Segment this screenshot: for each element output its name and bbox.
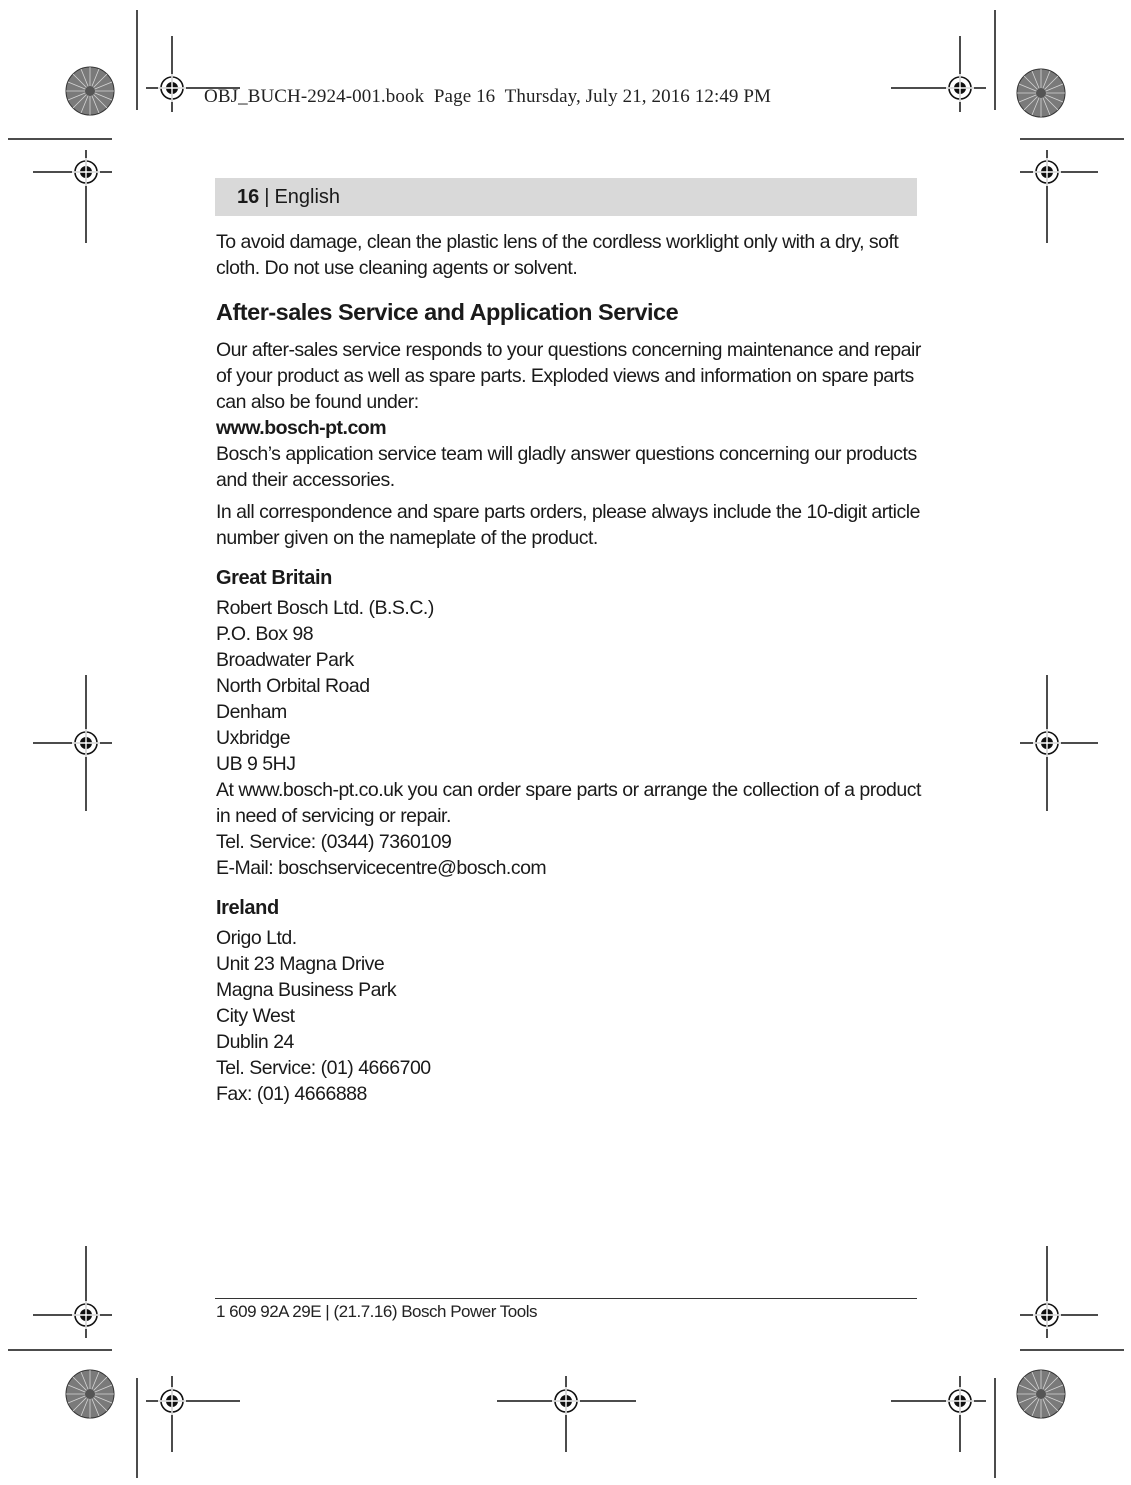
ie-fax: Fax: (01) 4666888 xyxy=(216,1083,367,1105)
gb-telephone: Tel. Service: (0344) 7360109 xyxy=(216,831,452,853)
header-separator: | xyxy=(264,185,270,208)
registration-mark-bottom-right-1 xyxy=(1020,1246,1098,1338)
print-slug xyxy=(204,86,771,108)
gb-note: At www.bosch-pt.co.uk you can order spare parts or arrange the collection of a product in need of servicing or repair. xyxy=(216,779,921,827)
ie-address-line: Unit 23 Magna Drive xyxy=(216,953,385,975)
heading-great-britain: Great Britain xyxy=(216,567,332,589)
gb-address-line: Robert Bosch Ltd. (B.S.C.) xyxy=(216,597,434,619)
service-paragraph-2: Bosch’s application service team will gladly answer questions concerning our products and their accessories. xyxy=(216,443,917,491)
gb-address-line: Broadwater Park xyxy=(216,649,354,671)
color-wheel-bottom-left xyxy=(66,1370,114,1418)
ie-address-line: Magna Business Park xyxy=(216,979,397,1001)
registration-mark-bottom-left-2 xyxy=(146,1376,240,1452)
gb-address-line: UB 9 5HJ xyxy=(216,753,296,775)
gb-address-line: Denham xyxy=(216,701,287,723)
gb-address-line: Uxbridge xyxy=(216,727,291,749)
intro-paragraph: To avoid damage, clean the plastic lens of the cordless worklight only with a dry, soft cloth. Do not use cleaning agents or solvent. xyxy=(216,231,899,279)
service-url: www.bosch-pt.com xyxy=(216,417,387,439)
ie-address-line: Dublin 24 xyxy=(216,1031,294,1053)
registration-mark-bottom-left-1 xyxy=(33,1246,112,1338)
ie-address-line: City West xyxy=(216,1005,295,1027)
page-content xyxy=(216,229,921,1107)
footer xyxy=(216,1302,537,1322)
service-paragraph-1: Our after-sales service responds to your questions concerning maintenance and repair of your product as well as spare parts. Exploded views and information on spare parts can also be found under: xyxy=(216,339,921,413)
footer-rule xyxy=(215,1298,917,1299)
heading-ireland: Ireland xyxy=(216,897,279,919)
registration-mark-top-right-1 xyxy=(891,36,986,112)
slug-file: OBJ_BUCH-2924-001.book xyxy=(204,86,425,107)
page-number: 16 xyxy=(237,185,260,208)
ie-address-line: Origo Ltd. xyxy=(216,927,297,949)
gb-email: E-Mail: boschservicecentre@bosch.com xyxy=(216,857,547,879)
footer-date: (21.7.16) xyxy=(333,1302,397,1321)
footer-doc-number: 1 609 92A 29E xyxy=(216,1302,322,1321)
registration-mark-top-right-2 xyxy=(1020,150,1098,243)
color-wheel-bottom-right xyxy=(1017,1370,1065,1418)
registration-mark-bottom-right-2 xyxy=(891,1376,986,1452)
color-wheel-top-left xyxy=(66,67,114,115)
footer-separator: | xyxy=(325,1302,330,1321)
slug-datetime: Thursday, July 21, 2016 12:49 PM xyxy=(504,86,772,107)
gb-address-line: North Orbital Road xyxy=(216,675,370,697)
great-britain-address xyxy=(216,595,921,777)
section-heading-service: After-sales Service and Application Service xyxy=(216,299,679,325)
page-header-bar xyxy=(215,178,917,216)
ireland-address xyxy=(216,925,921,1107)
registration-mark-top-left-2 xyxy=(33,150,112,243)
footer-brand: Bosch Power Tools xyxy=(401,1302,537,1321)
ie-telephone: Tel. Service: (01) 4666700 xyxy=(216,1057,431,1079)
header-language: English xyxy=(274,185,341,208)
slug-page: Page 16 xyxy=(433,86,496,107)
color-wheel-top-right xyxy=(1017,69,1065,117)
service-paragraph-3: In all correspondence and spare parts orders, please always include the 10-digit article number given on the nameplate of the product. xyxy=(216,501,920,549)
gb-address-line: P.O. Box 98 xyxy=(216,623,314,645)
